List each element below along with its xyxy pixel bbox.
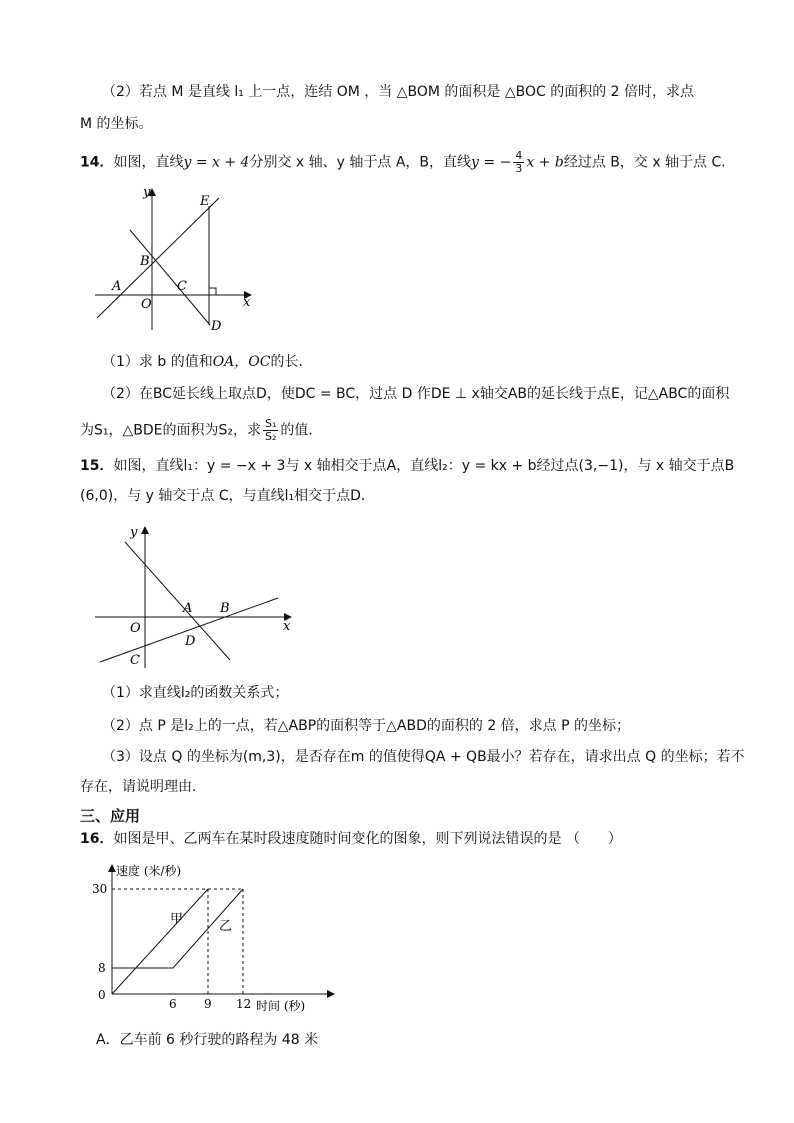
q16-stem: 16．如图是甲、乙两车在某时段速度随时间变化的图象，则下列说法错误的是 （ ）: [80, 831, 622, 847]
q15-line-l1: [125, 542, 230, 660]
q16-y-tick-8: 8: [98, 961, 106, 975]
q14-eq1: y = x + 4: [183, 154, 250, 171]
q14-part1: （1）求 b 的值和OA，OC的长．: [102, 354, 313, 370]
q16-x-tick-9: 9: [204, 997, 212, 1011]
q16-option-a: A．乙车前 6 秒行驶的路程为 48 米: [96, 1032, 319, 1048]
q15-label-b: B: [220, 601, 230, 616]
q15-part2: （2）点 P 是l₂上的一点，若△ABP的面积等于△ABD的面积的 2 倍，求点 P 的坐标；: [102, 718, 631, 734]
q15-part1: （1）求直线l₂的函数关系式；: [102, 685, 289, 701]
q14-label-o: O: [141, 297, 152, 312]
q15-label-y: y: [130, 525, 138, 540]
q16-y-tick-30: 30: [92, 882, 108, 896]
q13-part2-line2: M 的坐标。: [80, 116, 153, 132]
q16-figure: [88, 858, 348, 1023]
q14-label-x: x: [243, 295, 251, 310]
q15-stem-line1: 15．如图，直线l₁：y = −x + 3与 x 轴相交于点A，直线l₂：y = kx + b经过点(3,−1)，与 x 轴交于点B: [80, 458, 735, 474]
q14-number: 14．: [80, 154, 114, 171]
q14-stem-a: 如图，直线: [113, 154, 184, 171]
q16-x-tick-12: 12: [236, 997, 252, 1011]
q14-part2-line1: （2）在BC延长线上取点D，使DC = BC，过点 D 作DE ⊥ x轴交AB的延长线于点E，记△ABC的面积: [102, 386, 730, 402]
q14-label-b: B: [140, 254, 150, 269]
q13-part2-line1: （2）若点 M 是直线 l₁ 上一点，连结 OM ，当 △BOM 的面积是 △BOC 的面积的 2 倍时，求点: [102, 84, 695, 100]
q14-label-c: C: [177, 279, 187, 294]
q14-line-ab: [97, 198, 219, 318]
q14-label-e: E: [200, 194, 210, 209]
q14-stem: [80, 150, 735, 175]
q16-x-axis-label: 时间 (秒): [256, 999, 306, 1013]
q16-y-tick-0: 0: [98, 988, 106, 1002]
q14-label-a: A: [112, 279, 122, 294]
q15-part3-line2: 存在，请说明理由．: [80, 779, 206, 795]
q15-label-o: O: [130, 621, 141, 636]
q14-label-y: y: [143, 185, 151, 200]
section3-title: 三、应用: [80, 807, 141, 825]
q16-label-jia: 甲: [170, 912, 184, 927]
q15-label-d: D: [185, 634, 196, 649]
q15-part3-line1: （3）设点 Q 的坐标为(m,3)，是否存在m 的值使得QA + QB最小？若存在，请求出点 Q 的坐标；若不: [102, 749, 745, 765]
q14-eq2-fraction: $\frac{4}{3}$: [515, 149, 523, 175]
q16-y-axis-label: 速度 (米/秒): [116, 864, 182, 878]
q15-stem-line2: (6,0)，与 y 轴交于点 C，与直线l₁相交于点D．: [80, 488, 375, 504]
q16-label-yi: 乙: [219, 919, 233, 934]
q14-right-angle: [209, 288, 216, 295]
q14-s-fraction: $\frac{\text{S₁}}{\text{S₂}}$: [265, 417, 277, 443]
q14-part2-line2: 为S₁，△BDE的面积为S₂，求 $\frac{\text{S₁}}{\text{S₂}}$ 的值．: [80, 417, 323, 443]
q15-label-a: A: [183, 601, 193, 616]
q15-label-c: C: [130, 653, 140, 668]
q16-x-tick-6: 6: [169, 997, 177, 1011]
q14-eq2-pre: y = −: [471, 154, 512, 171]
q15-label-x: x: [283, 619, 291, 634]
q15-figure: [90, 520, 300, 670]
q14-stem-c: 经过点 B，交 x 轴于点 C．: [563, 154, 736, 171]
q14-figure: [85, 180, 265, 340]
q16-series-jia: [112, 889, 208, 994]
q14-stem-b: 分别交 x 轴、y 轴于点 A，B，直线: [249, 154, 472, 171]
q14-label-d: D: [211, 319, 222, 334]
q14-eq2-post: x + b: [526, 154, 564, 171]
